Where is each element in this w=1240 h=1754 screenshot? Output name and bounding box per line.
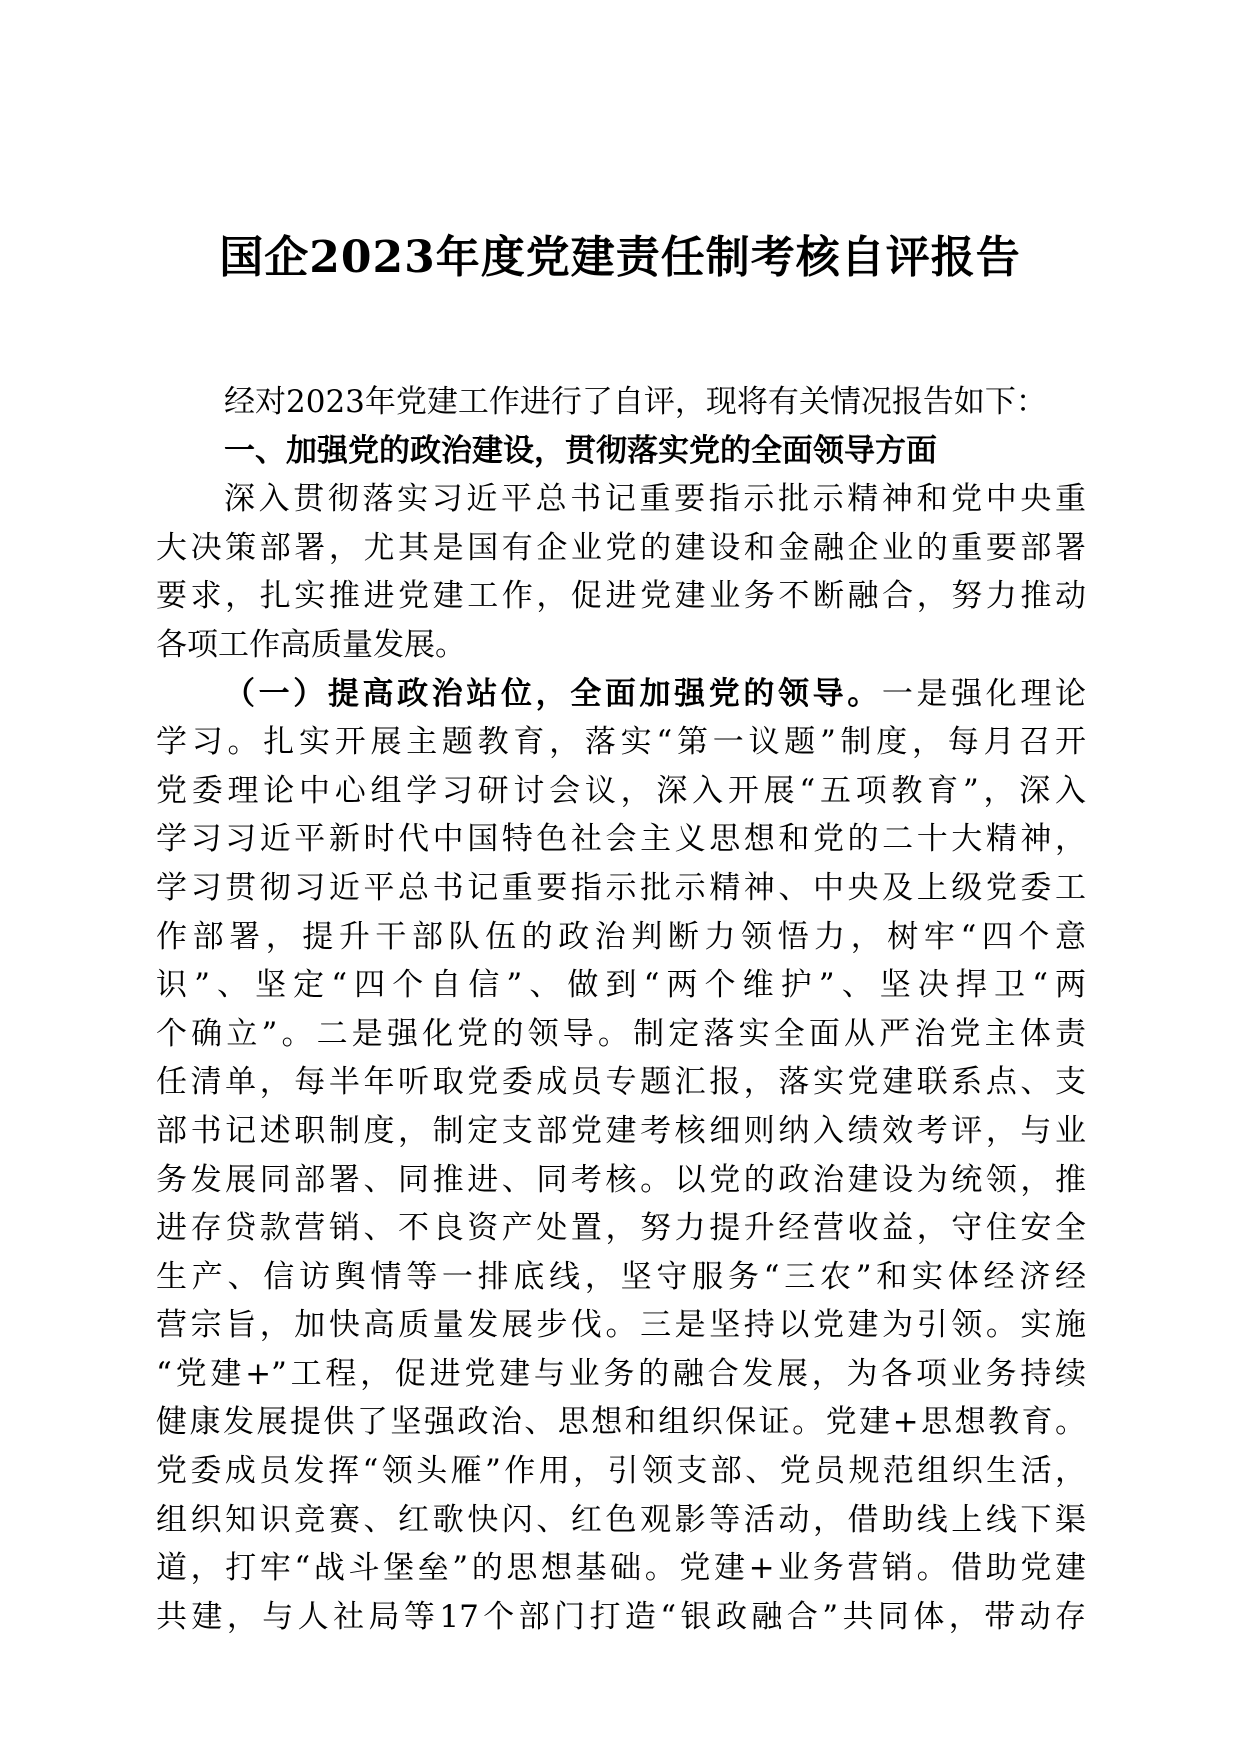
intro-paragraph: 经对2023年党建工作进行了自评，现将有关情况报告如下： <box>224 384 1047 420</box>
paragraph-line: “党建+”工程，促进党建与业务的融合发展，为各项业务持续 <box>156 1355 1086 1392</box>
subheading-1-continuation: 一是强化理论 <box>881 675 1086 712</box>
paragraph-line: 务发展同部署、同推进、同考核。以党的政治建设为统领，推 <box>156 1161 1086 1198</box>
paragraph-line: 深入贯彻落实习近平总书记重要指示批示精神和党中央重 <box>224 481 1086 518</box>
paragraph-line: 大决策部署，尤其是国有企业党的建设和金融企业的重要部署 <box>156 529 1086 566</box>
paragraph-line: 个确立”。二是强化党的领导。制定落实全面从严治党主体责 <box>156 1015 1086 1052</box>
subheading-1: （一）提高政治站位，全面加强党的领导。 <box>224 675 882 712</box>
paragraph-line: 学习习近平新时代中国特色社会主义思想和党的二十大精神， <box>156 821 1086 858</box>
paragraph-line: 营宗旨，加快高质量发展步伐。三是坚持以党建为引领。实施 <box>156 1307 1086 1344</box>
paragraph-line: 任清单，每半年听取党委成员专题汇报，落实党建联系点、支 <box>156 1064 1086 1101</box>
paragraph-line: 识”、坚定“四个自信”、做到“两个维护”、坚决捍卫“两 <box>156 967 1086 1004</box>
paragraph-line: 组织知识竞赛、红歌快闪、红色观影等活动，借助线上线下渠 <box>156 1501 1086 1538</box>
paragraph-line: 作部署，提升干部队伍的政治判断力领悟力，树牢“四个意 <box>156 918 1086 955</box>
paragraph-line: 各项工作高质量发展。 <box>156 626 466 663</box>
paragraph-line: 党委理论中心组学习研讨会议，深入开展“五项教育”，深入 <box>156 772 1086 809</box>
document-title: 国企2023年度党建责任制考核自评报告 <box>219 232 1021 283</box>
paragraph-line: 学习。扎实开展主题教育，落实“第一议题”制度，每月召开 <box>156 724 1086 761</box>
subheading-line <box>156 670 1086 719</box>
paragraph-line: 要求，扎实推进党建工作，促进党建业务不断融合，努力推动 <box>156 578 1086 615</box>
paragraph-line: 道，打牢“战斗堡垒”的思想基础。党建+业务营销。借助党建 <box>156 1550 1086 1587</box>
paragraph-line: 健康发展提供了坚强政治、思想和组织保证。党建+思想教育。 <box>156 1404 1086 1441</box>
paragraph-line: 学习贯彻习近平总书记重要指示批示精神、中央及上级党委工 <box>156 869 1086 906</box>
paragraph-line: 进存贷款营销、不良资产处置，努力提升经营收益，守住安全 <box>156 1210 1086 1247</box>
paragraph-line: 生产、信访舆情等一排底线，坚守服务“三农”和实体经济经 <box>156 1258 1086 1295</box>
paragraph-line: 共建，与人社局等17个部门打造“银政融合”共同体，带动存 <box>156 1598 1086 1635</box>
section-heading-1: 一、加强党的政治建设，贯彻落实党的全面领导方面 <box>224 432 937 469</box>
document-body <box>156 378 1086 1641</box>
paragraph-line: 党委成员发挥“领头雁”作用，引领支部、党员规范组织生活， <box>156 1453 1086 1490</box>
paragraph-line: 部书记述职制度，制定支部党建考核细则纳入绩效考评，与业 <box>156 1112 1086 1149</box>
